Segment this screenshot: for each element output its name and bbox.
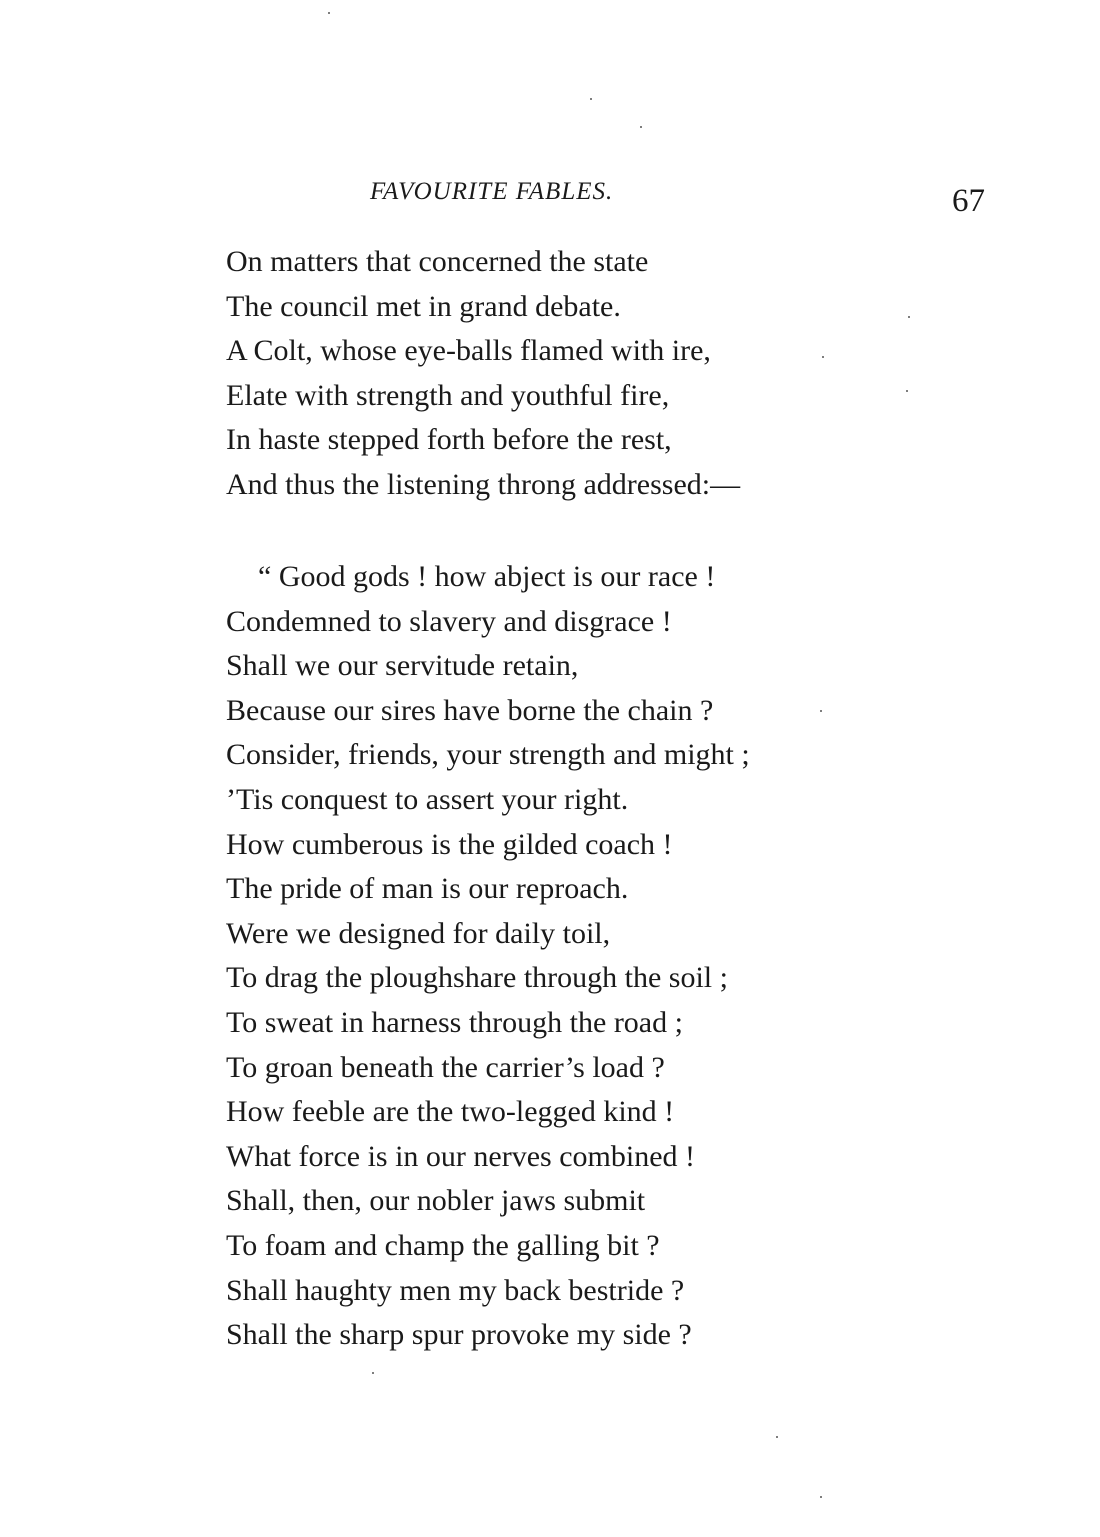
verse-line: And thus the listening throng addressed:— — [226, 467, 741, 501]
verse-line: “ Good gods ! how abject is our race ! — [258, 560, 716, 593]
verse-line: Consider, friends, your strength and might ; — [226, 738, 750, 772]
verse-line: To sweat in harness through the road ; — [226, 1005, 683, 1039]
verse-line: On matters that concerned the state — [226, 245, 649, 278]
verse-line: The pride of man is our reproach. — [226, 872, 629, 906]
scan-speck — [906, 390, 908, 392]
verse-line: How feeble are the two-legged kind ! — [226, 1095, 675, 1129]
verse-line: To foam and champ the galling bit ? — [226, 1228, 660, 1262]
verse-line: Shall we our servitude retain, — [226, 649, 579, 683]
running-title: FAVOURITE FABLES. — [370, 178, 614, 205]
verse-line: A Colt, whose eye-balls flamed with ire, — [226, 334, 711, 368]
verse-line: Shall haughty men my back bestride ? — [226, 1273, 685, 1307]
scan-speck — [822, 356, 824, 358]
scan-speck — [590, 98, 592, 100]
stanza-two — [226, 555, 750, 1358]
scan-speck — [908, 316, 910, 318]
scan-speck — [776, 1436, 778, 1438]
verse-line: Elate with strength and youthful fire, — [226, 378, 670, 412]
verse-line: To groan beneath the carrier’s load ? — [226, 1050, 665, 1084]
scan-speck — [820, 710, 822, 712]
verse-line: What force is in our nerves combined ! — [226, 1139, 695, 1173]
verse-line: Shall, then, our nobler jaws submit — [226, 1184, 646, 1218]
verse-line: Were we designed for daily toil, — [226, 916, 611, 950]
verse-line: Condemned to slavery and disgrace ! — [226, 604, 672, 638]
verse-line: Because our sires have borne the chain ? — [226, 693, 714, 727]
scan-speck — [328, 12, 330, 14]
verse-line: The council met in grand debate. — [226, 289, 621, 323]
scan-speck — [640, 126, 642, 128]
stanza-one — [226, 240, 740, 508]
scan-speck — [372, 1372, 374, 1374]
verse-line: Shall the sharp spur provoke my side ? — [226, 1318, 692, 1352]
verse-line: In haste stepped forth before the rest, — [226, 423, 672, 457]
running-head — [0, 0, 1100, 240]
page-number: 67 — [952, 183, 985, 219]
verse-line: ’Tis conquest to assert your right. — [226, 782, 629, 816]
scan-speck — [820, 1496, 822, 1498]
verse-line: To drag the ploughshare through the soil ; — [226, 961, 728, 995]
verse-line: How cumberous is the gilded coach ! — [226, 827, 673, 861]
